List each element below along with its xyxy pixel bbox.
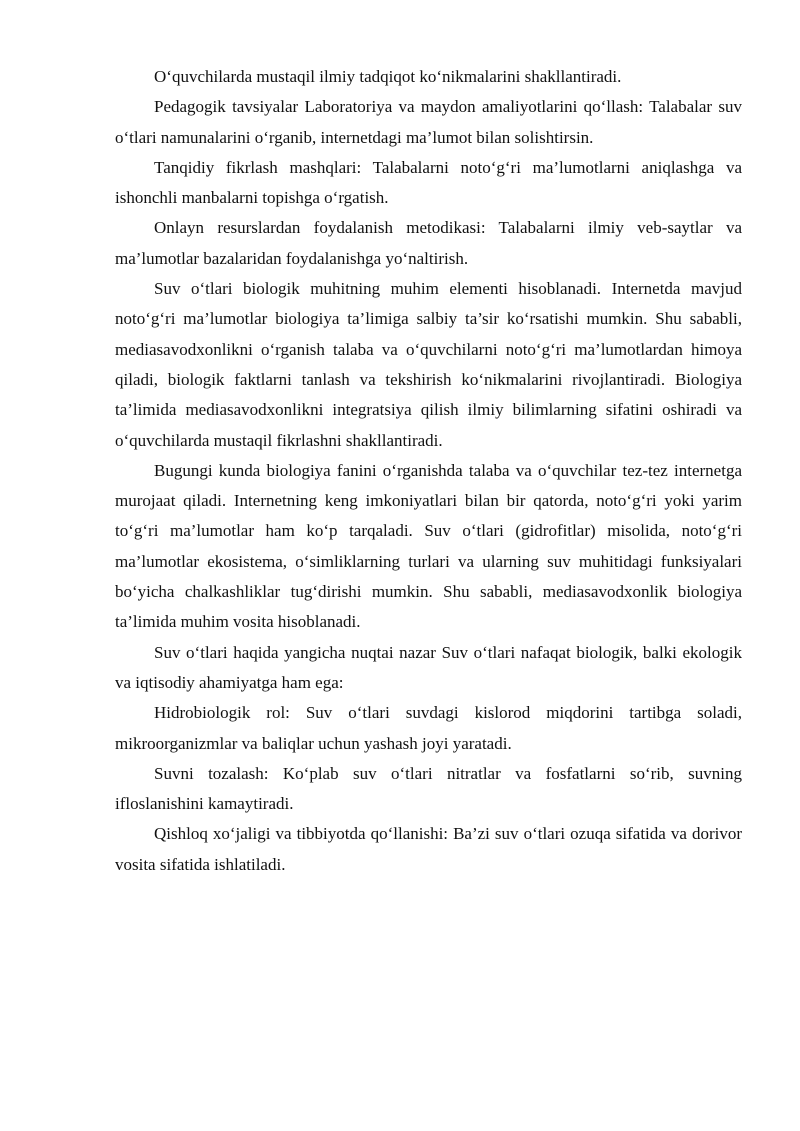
paragraph-5: Suv o‘tlari biologik muhitning muhim elementi hisoblanadi. Internetda mavjud noto‘g‘ri ma’lumotlar biologiya ta’limiga salbiy ta’sir ko‘rsatishi mumkin. Shu sababli, mediasavodxonlikni o‘rganish talaba va o‘quvchilarni noto‘g‘ri ma’lumotlardan himoya qiladi, biologik faktlarni tanlash va tekshirish ko‘nikmalarini rivojlantiradi. Biologiya ta’limida mediasavodxonlikni integratsiya qilish ilmiy bilimlarning sifatini oshiradi va o‘quvchilarda mustaqil fikrlashni shakllantiradi. — [115, 279, 742, 450]
paragraph-7: Suv o‘tlari haqida yangicha nuqtai nazar Suv o‘tlari nafaqat biologik, balki ekologik va iqtisodiy ahamiyatga ham ega: — [115, 642, 742, 692]
paragraph-6: Bugungi kunda biologiya fanini o‘rganishda talaba va o‘quvchilar tez-tez internetga murojaat qiladi. Internetning keng imkoniyatlari bilan bir qatorda, noto‘g‘ri yoki yarim to‘g‘ri ma’lumotlar ham ko‘p tarqaladi. Suv o‘tlari (gidrofitlar) misolida, noto‘g‘ri ma’lumotlar ekosistema, o‘simliklarning turlari va ularning suv muhitidagi funksiyalari bo‘yicha chalkashliklar tug‘dirishi mumkin. Shu sababli, mediasavodxonlik biologiya ta’limida muhim vosita hisoblanadi. — [115, 460, 742, 632]
paragraph-2: Pedagogik tavsiyalar Laboratoriya va maydon amaliyotlarini qo‘llash: Talabalar suv o‘tlari namunalarini o‘rganib, internetdagi ma’lumot bilan solishtirsin. — [115, 97, 742, 147]
document-page — [115, 62, 742, 880]
paragraph-1: O‘quvchilarda mustaqil ilmiy tadqiqot ko‘nikmalarini shakllantiradi. — [154, 67, 622, 86]
paragraph-8: Hidrobiologik rol: Suv o‘tlari suvdagi kislorod miqdorini tartibga soladi, mikroorganizmlar va baliqlar uchun yashash joyi yaratadi. — [115, 703, 742, 753]
paragraph-4: Onlayn resurslardan foydalanish metodikasi: Talabalarni ilmiy veb-saytlar va ma’lumotlar bazalaridan foydalanishga yo‘naltirish. — [115, 218, 742, 268]
paragraph-3: Tanqidiy fikrlash mashqlari: Talabalarni noto‘g‘ri ma’lumotlarni aniqlashga va ishonchli manbalarni topishga o‘rgatish. — [115, 157, 742, 208]
paragraph-10: Qishloq xo‘jaligi va tibbiyotda qo‘llanishi: Ba’zi suv o‘tlari ozuqa sifatida va dorivor vosita sifatida ishlatiladi. — [115, 824, 742, 874]
paragraph-9: Suvni tozalash: Ko‘plab suv o‘tlari nitratlar va fosfatlarni so‘rib, suvning ifloslanishini kamaytiradi. — [115, 763, 742, 814]
